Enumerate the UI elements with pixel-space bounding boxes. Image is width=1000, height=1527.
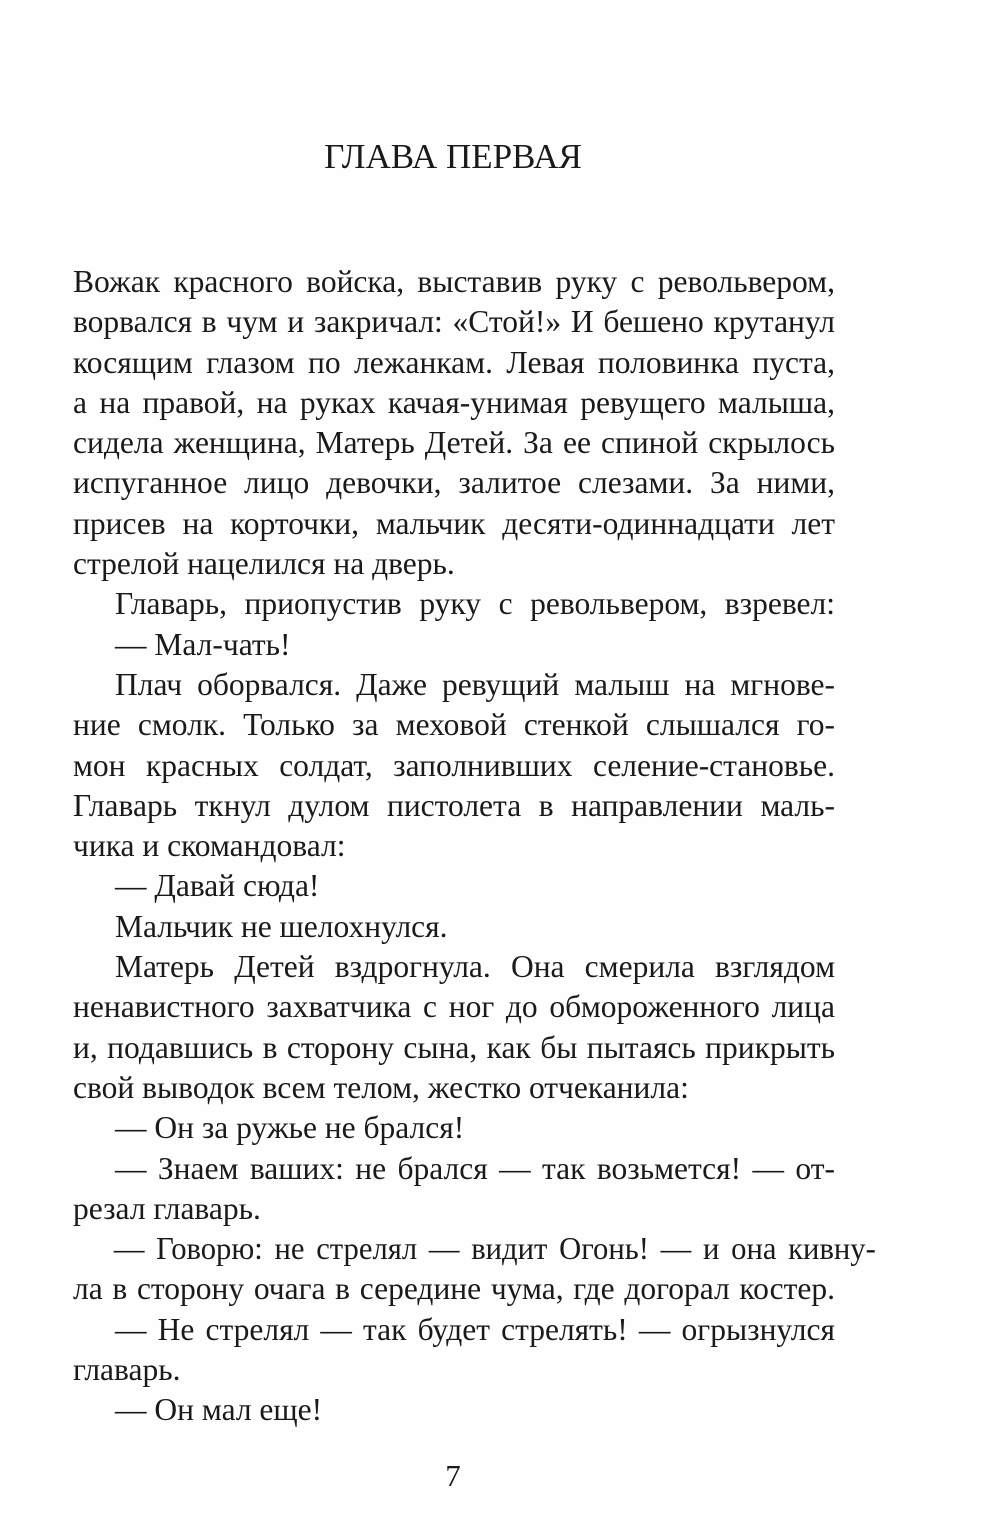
- text-line: — Не стрелял — так будет стрелять! — огрызнулся: [115, 1311, 835, 1347]
- page-number: 7: [445, 1458, 461, 1493]
- text-line: испуганное лицо девочки, залитое слезами. За ними,: [73, 465, 835, 501]
- text-line: резал главарь.: [73, 1190, 261, 1226]
- text-line: сидела женщина, Матерь Детей. За ее спиной скрылось: [73, 425, 835, 461]
- text-line: — Говорю: не стрелял — видит Огонь! — и она кивну-: [113, 1231, 876, 1267]
- text-line: ворвался в чум и закричал: «Стой!» И бешено крутанул: [73, 304, 835, 340]
- chapter-body-text: [73, 262, 876, 1431]
- chapter-title: ГЛАВА ПЕРВАЯ: [324, 137, 582, 176]
- text-line: Главарь, приопустив руку с револьвером, взревел:: [115, 586, 835, 622]
- text-line: присев на корточки, мальчик десяти-одиннадцати лет: [73, 505, 835, 541]
- text-line: ла в сторону очага в середине чума, где догорал костер.: [73, 1271, 835, 1307]
- text-line: мон красных солдат, заполнивших селение-становье.: [73, 747, 835, 783]
- text-line: — Он за ружье не брался!: [115, 1110, 465, 1146]
- text-line: стрелой нацелился на дверь.: [73, 546, 455, 582]
- text-line: а на правой, на руках качая-унимая ревущего малыша,: [73, 384, 835, 420]
- text-line: — Он мал еще!: [115, 1392, 323, 1428]
- text-line: косящим глазом по лежанкам. Левая половинка пуста,: [73, 344, 835, 380]
- text-line: Мальчик не шелохнулся.: [115, 908, 448, 944]
- text-line: — Давай сюда!: [115, 868, 320, 904]
- text-line: главарь.: [73, 1352, 181, 1388]
- text-line: ние смолк. Только за меховой стенкой слышался го-: [73, 707, 835, 743]
- text-line: — Знаем ваших: не брался — так возьмется! — от-: [115, 1150, 835, 1186]
- text-line: и, подавшись в сторону сына, как бы пытаясь прикрыть: [73, 1029, 835, 1065]
- text-line: — Мал-чать!: [115, 626, 291, 662]
- text-line: Плач оборвался. Даже ревущий малыш на мгнове-: [115, 666, 835, 702]
- text-line: Матерь Детей вздрогнула. Она смерила взглядом: [115, 949, 835, 985]
- text-line: свой выводок всем телом, жестко отчеканила:: [73, 1069, 689, 1105]
- text-line: чика и скомандовал:: [73, 828, 346, 864]
- text-line: Вожак красного войска, выставив руку с револьвером,: [73, 264, 835, 299]
- text-line: ненавистного захватчика с ног до обмороженного лица: [73, 989, 835, 1025]
- text-line: Главарь ткнул дулом пистолета в направлении маль-: [73, 787, 835, 823]
